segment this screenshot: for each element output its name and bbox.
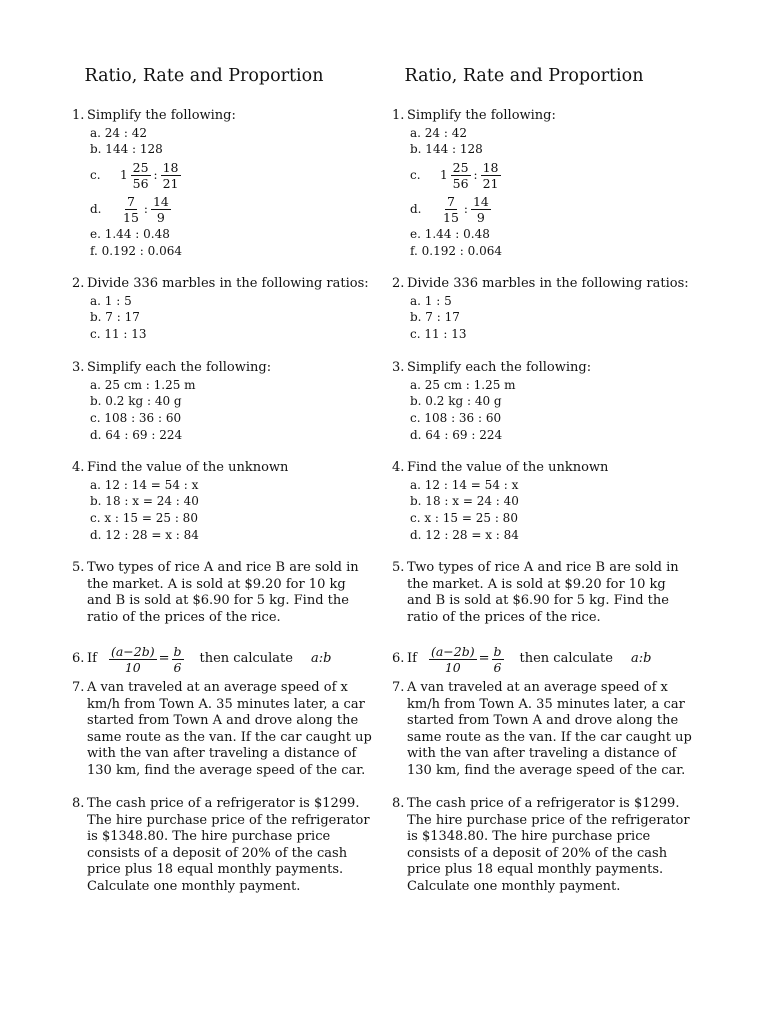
numerator: 25 — [452, 159, 469, 175]
item-d — [392, 192, 692, 226]
denominator: 21 — [162, 175, 179, 191]
ratio-colon: : — [143, 201, 148, 216]
item-c: c. 11 : 13 — [90, 327, 147, 342]
question-text: The cash price of a refrigerator is $1299. The hire purchase price of the refrigerator is $1348.80. The hire purchase price consists of a deposit of 20% of the cash price plus 18 equal monthly payments. Calculate one monthly payment. — [407, 796, 690, 894]
fraction — [492, 644, 504, 675]
item-a: a. 24 : 42 — [410, 125, 467, 140]
ratio-colon: : — [463, 201, 468, 216]
denominator: 56 — [452, 175, 469, 191]
item-d: d. 64 : 69 : 224 — [90, 427, 183, 442]
item-a: a. 12 : 14 = 54 : x — [410, 477, 519, 492]
question-text: Find the value of the unknown — [407, 460, 609, 475]
item-c: c. 108 : 36 : 60 — [410, 411, 502, 426]
worksheet-left — [72, 66, 372, 894]
question-5 — [72, 560, 372, 626]
question-text: Simplify each the following: — [407, 360, 592, 375]
item-c: c. 11 : 13 — [410, 327, 467, 342]
question-2 — [392, 276, 692, 343]
item-e: e. 1.44 : 0.48 — [410, 227, 490, 242]
item-c — [392, 158, 692, 192]
denominator: 10 — [444, 659, 461, 675]
question-8 — [392, 796, 692, 895]
item-c: c. 108 : 36 : 60 — [90, 411, 182, 426]
item-a: a. 25 cm : 1.25 m — [410, 377, 516, 392]
numerator: 18 — [162, 159, 179, 175]
question-number: 8. — [392, 796, 405, 811]
item-label: d. — [410, 201, 422, 216]
ratio-colon: : — [153, 167, 158, 182]
question-text: Two types of rice A and rice B are sold in the market. A is sold at $9.20 for 10 kg and B is sold at $6.90 for 5 kg. Find the ratio of the prices of the rice. — [407, 560, 679, 625]
numerator: 14 — [152, 193, 169, 209]
item-c: c. x : 15 = 25 : 80 — [410, 511, 518, 526]
worksheet-right — [392, 66, 692, 894]
question-text: then calculate — [199, 650, 293, 666]
question-7 — [392, 680, 692, 779]
item-a: a. 24 : 42 — [90, 125, 147, 140]
question-number: 1. — [72, 108, 85, 123]
item-b: b. 18 : x = 24 : 40 — [90, 494, 199, 509]
item-b: b. 7 : 17 — [90, 310, 140, 325]
question-6 — [392, 642, 692, 676]
question-number: 7. — [72, 680, 85, 695]
denominator: 21 — [482, 175, 499, 191]
fraction — [131, 160, 151, 191]
numerator: 25 — [132, 159, 149, 175]
fraction — [151, 194, 171, 225]
fraction — [481, 160, 501, 191]
question-text: A van traveled at an average speed of x km/h from Town A. 35 minutes later, a car started from Town A and drove along the same route as the van. If the car caught up with the van after traveling a distance of 130 km, find the average speed of the car. — [407, 680, 692, 778]
question-2 — [72, 276, 372, 343]
numerator: b — [173, 643, 182, 659]
worksheet-title: Ratio, Rate and Proportion — [84, 66, 324, 86]
mixed-whole: 1 — [120, 167, 128, 182]
mixed-whole: 1 — [440, 167, 448, 182]
numerator: (a−2b) — [110, 643, 155, 659]
numerator: 7 — [446, 193, 455, 209]
denominator: 9 — [476, 209, 485, 225]
question-text: Two types of rice A and rice B are sold in the market. A is sold at $9.20 for 10 kg and B is sold at $6.90 for 5 kg. Find the ratio of the prices of the rice. — [87, 560, 359, 625]
question-text: Simplify each the following: — [87, 360, 272, 375]
question-number: 7. — [392, 680, 405, 695]
question-number: 8. — [72, 796, 85, 811]
item-a: a. 25 cm : 1.25 m — [90, 377, 196, 392]
fraction — [161, 160, 181, 191]
question-1 — [392, 108, 692, 260]
item-a: a. 1 : 5 — [90, 293, 132, 308]
question-4 — [72, 460, 372, 544]
denominator: 15 — [443, 209, 459, 225]
question-number: 6. — [72, 650, 85, 666]
item-d: d. 12 : 28 = x : 84 — [410, 527, 519, 542]
question-number: 2. — [72, 276, 85, 291]
denominator: 9 — [156, 209, 165, 225]
fraction — [471, 194, 491, 225]
question-7 — [72, 680, 372, 779]
denominator: 15 — [123, 209, 139, 225]
question-if: If — [87, 650, 97, 666]
question-3 — [392, 360, 692, 444]
fraction — [441, 194, 461, 225]
numerator: 18 — [482, 159, 499, 175]
item-d — [72, 192, 372, 226]
question-number: 2. — [392, 276, 405, 291]
item-b: b. 7 : 17 — [410, 310, 460, 325]
ratio-expression: a:b — [630, 650, 652, 666]
item-d: d. 12 : 28 = x : 84 — [90, 527, 199, 542]
question-5 — [392, 560, 692, 626]
question-1 — [72, 108, 372, 260]
item-b: b. 144 : 128 — [410, 142, 483, 157]
item-b: b. 144 : 128 — [90, 142, 163, 157]
item-a: a. 1 : 5 — [410, 293, 452, 308]
question-text: A van traveled at an average speed of x km/h from Town A. 35 minutes later, a car started from Town A and drove along the same route as the van. If the car caught up with the van after traveling a distance of 130 km, find the average speed of the car. — [87, 680, 372, 778]
worksheet-title: Ratio, Rate and Proportion — [404, 66, 644, 86]
fraction — [172, 644, 184, 675]
item-b: b. 18 : x = 24 : 40 — [410, 494, 519, 509]
item-c — [72, 158, 372, 192]
question-text: Simplify the following: — [407, 108, 556, 123]
item-c: c. x : 15 = 25 : 80 — [90, 511, 198, 526]
item-label: c. — [410, 167, 421, 182]
question-number: 5. — [392, 560, 405, 575]
question-8 — [72, 796, 372, 895]
fraction — [429, 644, 477, 675]
item-label: c. — [90, 167, 101, 182]
question-text: then calculate — [519, 650, 613, 666]
item-label: d. — [90, 201, 102, 216]
question-text: Divide 336 marbles in the following ratios: — [407, 276, 689, 291]
ratio-expression: a:b — [310, 650, 332, 666]
question-text: Simplify the following: — [87, 108, 236, 123]
question-6 — [72, 642, 372, 676]
numerator: 7 — [126, 193, 135, 209]
item-e: e. 1.44 : 0.48 — [90, 227, 170, 242]
item-d: d. 64 : 69 : 224 — [410, 427, 503, 442]
fraction — [451, 160, 471, 191]
question-number: 1. — [392, 108, 405, 123]
fraction — [121, 194, 141, 225]
question-number: 4. — [392, 460, 405, 475]
item-f: f. 0.192 : 0.064 — [90, 243, 183, 258]
question-if: If — [407, 650, 417, 666]
fraction — [109, 644, 157, 675]
question-text: The cash price of a refrigerator is $1299. The hire purchase price of the refrigerator is $1348.80. The hire purchase price consists of a deposit of 20% of the cash price plus 18 equal monthly payments. Calculate one monthly payment. — [87, 796, 370, 894]
question-number: 3. — [392, 360, 405, 375]
item-f: f. 0.192 : 0.064 — [410, 243, 503, 258]
numerator: b — [493, 643, 502, 659]
question-text: Divide 336 marbles in the following ratios: — [87, 276, 369, 291]
question-text: Find the value of the unknown — [87, 460, 289, 475]
denominator: 10 — [124, 659, 141, 675]
denominator: 6 — [173, 659, 182, 675]
question-4 — [392, 460, 692, 544]
question-3 — [72, 360, 372, 444]
question-number: 4. — [72, 460, 85, 475]
question-number: 3. — [72, 360, 85, 375]
item-a: a. 12 : 14 = 54 : x — [90, 477, 199, 492]
numerator: (a−2b) — [430, 643, 475, 659]
numerator: 14 — [472, 193, 489, 209]
equals-sign: = — [478, 650, 490, 666]
item-b: b. 0.2 kg : 40 g — [410, 394, 502, 409]
ratio-colon: : — [473, 167, 478, 182]
denominator: 6 — [493, 659, 502, 675]
equals-sign: = — [158, 650, 170, 666]
denominator: 56 — [132, 175, 149, 191]
question-number: 6. — [392, 650, 405, 666]
question-number: 5. — [72, 560, 85, 575]
item-b: b. 0.2 kg : 40 g — [90, 394, 182, 409]
